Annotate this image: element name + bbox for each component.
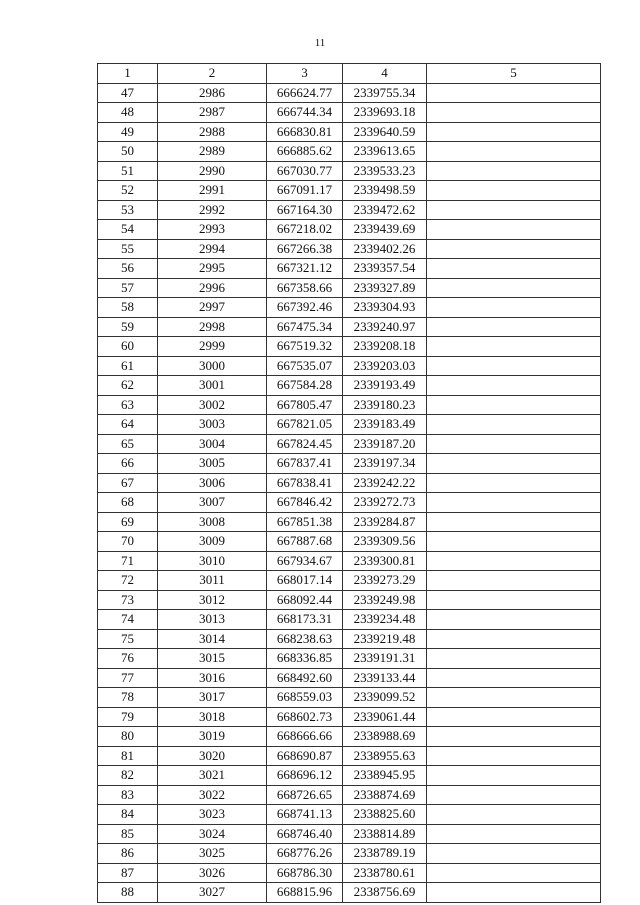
point-number-cell: 52: [98, 181, 158, 201]
header-cell-5: 5: [427, 64, 601, 84]
point-number-cell: 55: [98, 239, 158, 259]
x-coordinate-cell: 667164.30: [267, 200, 343, 220]
point-number-cell: 76: [98, 649, 158, 669]
x-coordinate-cell: 667519.32: [267, 337, 343, 357]
coordinates-table: [97, 63, 601, 903]
x-coordinate-cell: 667837.41: [267, 454, 343, 474]
point-number-cell: 81: [98, 746, 158, 766]
table-row: [98, 473, 601, 493]
point-id-cell: 3027: [158, 883, 267, 903]
note-cell: [427, 259, 601, 279]
point-id-cell: 3016: [158, 668, 267, 688]
point-number-cell: 85: [98, 824, 158, 844]
page-number: 11: [314, 37, 326, 49]
table-row: [98, 590, 601, 610]
note-cell: [427, 181, 601, 201]
x-coordinate-cell: 668492.60: [267, 668, 343, 688]
y-coordinate-cell: 2339309.56: [343, 532, 427, 552]
note-cell: [427, 122, 601, 142]
table-row: [98, 844, 601, 864]
note-cell: [427, 142, 601, 162]
point-number-cell: 61: [98, 356, 158, 376]
x-coordinate-cell: 668746.40: [267, 824, 343, 844]
point-id-cell: 2993: [158, 220, 267, 240]
note-cell: [427, 571, 601, 591]
note-cell: [427, 610, 601, 630]
table-row: [98, 298, 601, 318]
point-id-cell: 3023: [158, 805, 267, 825]
y-coordinate-cell: 2339183.49: [343, 415, 427, 435]
table-row: [98, 220, 601, 240]
y-coordinate-cell: 2339498.59: [343, 181, 427, 201]
y-coordinate-cell: 2339180.23: [343, 395, 427, 415]
table-row: [98, 356, 601, 376]
x-coordinate-cell: 667805.47: [267, 395, 343, 415]
y-coordinate-cell: 2339219.48: [343, 629, 427, 649]
note-cell: [427, 824, 601, 844]
table-row: [98, 551, 601, 571]
note-cell: [427, 161, 601, 181]
point-number-cell: 50: [98, 142, 158, 162]
x-coordinate-cell: 667392.46: [267, 298, 343, 318]
point-id-cell: 3022: [158, 785, 267, 805]
x-coordinate-cell: 667475.34: [267, 317, 343, 337]
note-cell: [427, 707, 601, 727]
point-id-cell: 2996: [158, 278, 267, 298]
point-id-cell: 3018: [158, 707, 267, 727]
note-cell: [427, 200, 601, 220]
x-coordinate-cell: 666885.62: [267, 142, 343, 162]
header-cell-1: 1: [98, 64, 158, 84]
point-number-cell: 69: [98, 512, 158, 532]
x-coordinate-cell: 667584.28: [267, 376, 343, 396]
point-id-cell: 3026: [158, 863, 267, 883]
table-row: [98, 746, 601, 766]
y-coordinate-cell: 2339439.69: [343, 220, 427, 240]
point-number-cell: 70: [98, 532, 158, 552]
point-id-cell: 2989: [158, 142, 267, 162]
table-row: [98, 454, 601, 474]
x-coordinate-cell: 668726.65: [267, 785, 343, 805]
point-number-cell: 56: [98, 259, 158, 279]
x-coordinate-cell: 667851.38: [267, 512, 343, 532]
point-id-cell: 3011: [158, 571, 267, 591]
y-coordinate-cell: 2338955.63: [343, 746, 427, 766]
x-coordinate-cell: 668336.85: [267, 649, 343, 669]
point-id-cell: 3021: [158, 766, 267, 786]
x-coordinate-cell: 668690.87: [267, 746, 343, 766]
x-coordinate-cell: 667030.77: [267, 161, 343, 181]
x-coordinate-cell: 668786.30: [267, 863, 343, 883]
y-coordinate-cell: 2339613.65: [343, 142, 427, 162]
point-id-cell: 2997: [158, 298, 267, 318]
point-number-cell: 83: [98, 785, 158, 805]
x-coordinate-cell: 668666.66: [267, 727, 343, 747]
x-coordinate-cell: 667934.67: [267, 551, 343, 571]
note-cell: [427, 532, 601, 552]
y-coordinate-cell: 2339640.59: [343, 122, 427, 142]
point-id-cell: 3017: [158, 688, 267, 708]
table-row: [98, 824, 601, 844]
point-id-cell: 3008: [158, 512, 267, 532]
point-id-cell: 2999: [158, 337, 267, 357]
y-coordinate-cell: 2339203.03: [343, 356, 427, 376]
x-coordinate-cell: 668815.96: [267, 883, 343, 903]
x-coordinate-cell: 666624.77: [267, 83, 343, 103]
note-cell: [427, 785, 601, 805]
y-coordinate-cell: 2338814.89: [343, 824, 427, 844]
point-number-cell: 73: [98, 590, 158, 610]
table-row: [98, 278, 601, 298]
note-cell: [427, 298, 601, 318]
y-coordinate-cell: 2339402.26: [343, 239, 427, 259]
table-row: [98, 122, 601, 142]
point-id-cell: 3006: [158, 473, 267, 493]
y-coordinate-cell: 2339191.31: [343, 649, 427, 669]
point-number-cell: 78: [98, 688, 158, 708]
note-cell: [427, 688, 601, 708]
x-coordinate-cell: 668696.12: [267, 766, 343, 786]
x-coordinate-cell: 668092.44: [267, 590, 343, 610]
point-number-cell: 68: [98, 493, 158, 513]
point-number-cell: 63: [98, 395, 158, 415]
point-id-cell: 3001: [158, 376, 267, 396]
header-cell-2: 2: [158, 64, 267, 84]
x-coordinate-cell: 667266.38: [267, 239, 343, 259]
y-coordinate-cell: 2339197.34: [343, 454, 427, 474]
point-number-cell: 48: [98, 103, 158, 123]
point-id-cell: 3005: [158, 454, 267, 474]
x-coordinate-cell: 667824.45: [267, 434, 343, 454]
note-cell: [427, 473, 601, 493]
note-cell: [427, 220, 601, 240]
point-id-cell: 2992: [158, 200, 267, 220]
point-number-cell: 59: [98, 317, 158, 337]
x-coordinate-cell: 668602.73: [267, 707, 343, 727]
point-number-cell: 51: [98, 161, 158, 181]
y-coordinate-cell: 2339357.54: [343, 259, 427, 279]
point-number-cell: 72: [98, 571, 158, 591]
point-id-cell: 3014: [158, 629, 267, 649]
table-row: [98, 766, 601, 786]
point-number-cell: 77: [98, 668, 158, 688]
point-id-cell: 2987: [158, 103, 267, 123]
note-cell: [427, 376, 601, 396]
note-cell: [427, 766, 601, 786]
table-row: [98, 142, 601, 162]
table-row: [98, 688, 601, 708]
point-number-cell: 58: [98, 298, 158, 318]
table-header: [98, 64, 601, 84]
note-cell: [427, 83, 601, 103]
note-cell: [427, 317, 601, 337]
table-row: [98, 415, 601, 435]
point-number-cell: 71: [98, 551, 158, 571]
table-row: [98, 785, 601, 805]
y-coordinate-cell: 2338756.69: [343, 883, 427, 903]
x-coordinate-cell: 666744.34: [267, 103, 343, 123]
table-row: [98, 181, 601, 201]
point-id-cell: 3009: [158, 532, 267, 552]
point-id-cell: 2991: [158, 181, 267, 201]
table-row: [98, 317, 601, 337]
y-coordinate-cell: 2339533.23: [343, 161, 427, 181]
point-id-cell: 3010: [158, 551, 267, 571]
point-id-cell: 3020: [158, 746, 267, 766]
table-row: [98, 883, 601, 903]
point-id-cell: 3007: [158, 493, 267, 513]
note-cell: [427, 805, 601, 825]
table-row: [98, 395, 601, 415]
y-coordinate-cell: 2339208.18: [343, 337, 427, 357]
y-coordinate-cell: 2339234.48: [343, 610, 427, 630]
table-row: [98, 161, 601, 181]
x-coordinate-cell: 668238.63: [267, 629, 343, 649]
y-coordinate-cell: 2338789.19: [343, 844, 427, 864]
x-coordinate-cell: 668559.03: [267, 688, 343, 708]
point-number-cell: 62: [98, 376, 158, 396]
y-coordinate-cell: 2339187.20: [343, 434, 427, 454]
x-coordinate-cell: 668776.26: [267, 844, 343, 864]
y-coordinate-cell: 2338945.95: [343, 766, 427, 786]
point-id-cell: 3025: [158, 844, 267, 864]
point-number-cell: 84: [98, 805, 158, 825]
point-id-cell: 2988: [158, 122, 267, 142]
y-coordinate-cell: 2339249.98: [343, 590, 427, 610]
table-row: [98, 103, 601, 123]
table-row: [98, 512, 601, 532]
y-coordinate-cell: 2339133.44: [343, 668, 427, 688]
y-coordinate-cell: 2339061.44: [343, 707, 427, 727]
point-number-cell: 88: [98, 883, 158, 903]
point-id-cell: 3012: [158, 590, 267, 610]
y-coordinate-cell: 2339193.49: [343, 376, 427, 396]
point-number-cell: 57: [98, 278, 158, 298]
x-coordinate-cell: 667838.41: [267, 473, 343, 493]
note-cell: [427, 746, 601, 766]
point-id-cell: 3024: [158, 824, 267, 844]
point-number-cell: 74: [98, 610, 158, 630]
x-coordinate-cell: 668017.14: [267, 571, 343, 591]
note-cell: [427, 844, 601, 864]
note-cell: [427, 395, 601, 415]
point-number-cell: 49: [98, 122, 158, 142]
note-cell: [427, 434, 601, 454]
point-number-cell: 67: [98, 473, 158, 493]
note-cell: [427, 454, 601, 474]
table-row: [98, 649, 601, 669]
x-coordinate-cell: 667887.68: [267, 532, 343, 552]
table-row: [98, 83, 601, 103]
table-row: [98, 668, 601, 688]
point-id-cell: 2994: [158, 239, 267, 259]
note-cell: [427, 590, 601, 610]
x-coordinate-cell: 667218.02: [267, 220, 343, 240]
x-coordinate-cell: 667535.07: [267, 356, 343, 376]
note-cell: [427, 727, 601, 747]
y-coordinate-cell: 2338874.69: [343, 785, 427, 805]
note-cell: [427, 668, 601, 688]
x-coordinate-cell: 668741.13: [267, 805, 343, 825]
table-row: [98, 337, 601, 357]
point-number-cell: 75: [98, 629, 158, 649]
y-coordinate-cell: 2339300.81: [343, 551, 427, 571]
table-body: [98, 83, 601, 902]
x-coordinate-cell: 667321.12: [267, 259, 343, 279]
point-id-cell: 2990: [158, 161, 267, 181]
note-cell: [427, 629, 601, 649]
point-number-cell: 60: [98, 337, 158, 357]
point-id-cell: 2995: [158, 259, 267, 279]
note-cell: [427, 493, 601, 513]
x-coordinate-cell: 667821.05: [267, 415, 343, 435]
header-cell-3: 3: [267, 64, 343, 84]
note-cell: [427, 239, 601, 259]
x-coordinate-cell: 667358.66: [267, 278, 343, 298]
table-row: [98, 805, 601, 825]
point-number-cell: 79: [98, 707, 158, 727]
point-id-cell: 3004: [158, 434, 267, 454]
table-row: [98, 259, 601, 279]
table-row: [98, 863, 601, 883]
point-id-cell: 3002: [158, 395, 267, 415]
y-coordinate-cell: 2338825.60: [343, 805, 427, 825]
table-row: [98, 532, 601, 552]
table-row: [98, 707, 601, 727]
note-cell: [427, 649, 601, 669]
y-coordinate-cell: 2338988.69: [343, 727, 427, 747]
x-coordinate-cell: 667091.17: [267, 181, 343, 201]
point-id-cell: 3003: [158, 415, 267, 435]
table-row: [98, 200, 601, 220]
point-number-cell: 65: [98, 434, 158, 454]
point-id-cell: 3019: [158, 727, 267, 747]
note-cell: [427, 883, 601, 903]
note-cell: [427, 278, 601, 298]
header-cell-4: 4: [343, 64, 427, 84]
point-number-cell: 47: [98, 83, 158, 103]
y-coordinate-cell: 2339273.29: [343, 571, 427, 591]
table-row: [98, 434, 601, 454]
point-number-cell: 53: [98, 200, 158, 220]
point-id-cell: 2986: [158, 83, 267, 103]
point-id-cell: 3000: [158, 356, 267, 376]
point-id-cell: 2998: [158, 317, 267, 337]
table-row: [98, 376, 601, 396]
point-number-cell: 82: [98, 766, 158, 786]
y-coordinate-cell: 2339242.22: [343, 473, 427, 493]
note-cell: [427, 356, 601, 376]
x-coordinate-cell: 666830.81: [267, 122, 343, 142]
y-coordinate-cell: 2339099.52: [343, 688, 427, 708]
note-cell: [427, 512, 601, 532]
y-coordinate-cell: 2339327.89: [343, 278, 427, 298]
y-coordinate-cell: 2339272.73: [343, 493, 427, 513]
x-coordinate-cell: 667846.42: [267, 493, 343, 513]
table-row: [98, 629, 601, 649]
note-cell: [427, 337, 601, 357]
point-number-cell: 54: [98, 220, 158, 240]
y-coordinate-cell: 2339472.62: [343, 200, 427, 220]
point-id-cell: 3015: [158, 649, 267, 669]
table-row: [98, 239, 601, 259]
header-row: [98, 64, 601, 84]
note-cell: [427, 551, 601, 571]
y-coordinate-cell: 2338780.61: [343, 863, 427, 883]
y-coordinate-cell: 2339693.18: [343, 103, 427, 123]
note-cell: [427, 415, 601, 435]
y-coordinate-cell: 2339755.34: [343, 83, 427, 103]
point-number-cell: 86: [98, 844, 158, 864]
table-row: [98, 493, 601, 513]
point-id-cell: 3013: [158, 610, 267, 630]
table-row: [98, 727, 601, 747]
point-number-cell: 64: [98, 415, 158, 435]
x-coordinate-cell: 668173.31: [267, 610, 343, 630]
note-cell: [427, 863, 601, 883]
note-cell: [427, 103, 601, 123]
point-number-cell: 66: [98, 454, 158, 474]
table-row: [98, 610, 601, 630]
y-coordinate-cell: 2339284.87: [343, 512, 427, 532]
point-number-cell: 87: [98, 863, 158, 883]
table-row: [98, 571, 601, 591]
y-coordinate-cell: 2339240.97: [343, 317, 427, 337]
point-number-cell: 80: [98, 727, 158, 747]
y-coordinate-cell: 2339304.93: [343, 298, 427, 318]
